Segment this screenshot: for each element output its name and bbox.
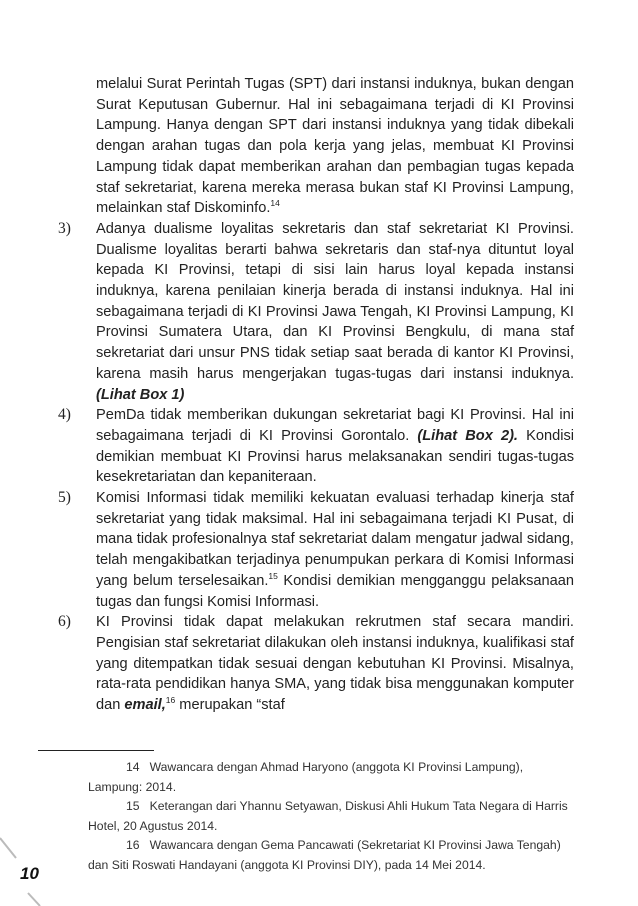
list-item [58,488,574,612]
item-text-after: merupakan “staf [175,697,285,714]
footnote-number: 16 [126,838,140,852]
footnote [88,836,574,875]
footnote-number: 15 [126,799,140,813]
list-number: 3) [58,219,71,237]
item-text-after: Kondisi demikian membuat KI Provinsi harus melaksanakan sendiri tugas-tugas kesekretariatan dan kepaniteraan. [96,427,574,486]
footnote-ref[interactable]: 15 [268,571,278,582]
list-item [58,612,574,716]
footnote-ref[interactable]: 14 [270,198,280,209]
item-text-after: Kondisi demikian mengganggu pelaksanaan tugas dan fungsi Komisi Informasi. [96,572,574,610]
item-text: Adanya dualisme loyalitas sekretaris dan staf sekretariat KI Provinsi. Dualisme loyalitas berarti bahwa sekretaris dan staf-nya dituntut loyal kepada KI Provinsi, tetapi di sisi lain harus loyal kepada instansi induknya, karena penilaian kinerja berada di instansi induknya. Hal ini sebagaimana terjadi di KI Provinsi Jawa Tengah, KI Provinsi Lampung, KI Provinsi Sumatera Utara, dan KI Provinsi Bengkulu, di mana staf sekretariat dari unsur PNS tidak setiap saat berada di kantor KI Provinsi, karena masih harus mengerjakan tugas-tugas dari instansi induknya. [96,220,574,382]
footnote-number: 14 [126,760,140,774]
footnote [88,758,574,797]
page-number: 10 [20,864,39,883]
footnote [88,797,574,836]
footnote-text: Keterangan dari Yhannu Setyawan, Diskusi Ahli Hukum Tata Negara di Harris Hotel, 20 Agustus 2014. [88,799,568,833]
box-reference: (Lihat Box 2). [417,427,518,444]
list-number: 4) [58,406,71,424]
footnotes [88,758,574,875]
emphasis-text: email, [124,697,166,714]
footnote-text: Wawancara dengan Ahmad Haryono (anggota KI Provinsi Lampung), Lampung: 2014. [88,760,524,794]
paragraph-text: melalui Surat Perintah Tugas (SPT) dari instansi induknya, bukan dengan Surat Keputusan Gubernur. Hal ini sebagaimana terjadi di KI Provinsi Lampung. Hanya dengan SPT dari instansi induknya yang tidak dibekali dengan arahan tugas dan pola kerja yang jelas, membuat KI Provinsi Lampung tidak dapat memberikan arahan dan pembagian tugas kepada staf sekretariat, karena mereka merasa bukan staf KI Provinsi Lampung, melainkan staf Diskominfo. [96,76,574,217]
item-text: PemDa tidak memberikan dukungan sekretariat bagi KI Provinsi. Hal ini sebagaimana terjadi di KI Provinsi Gorontalo. [96,407,574,444]
body-text [58,74,574,716]
continued-paragraph [96,74,574,219]
list-item [58,405,574,488]
footnote-ref[interactable]: 16 [165,695,176,706]
box-reference: (Lihat Box 1) [96,386,185,403]
list-item [58,219,574,405]
footnote-divider [38,750,154,751]
list-number: 6) [58,613,71,631]
item-text: Komisi Informasi tidak memiliki kekuatan evaluasi terhadap kinerja staf sekretariat yang tidak maksimal. Hal ini sebagaimana terjadi KI Pusat, di mana tidak profesionalnya staf sekretariat dalam mengatur jadwal sidang, telah mengakibatkan terjadinya penumpukan perkara di Komisi Informasi yang belum terselesaikan. [96,490,574,589]
list-number: 5) [58,489,71,507]
item-text: KI Provinsi tidak dapat melakukan rekrutmen staf secara mandiri. Pengisian staf sekretariat dilakukan oleh instansi induknya, kualifikasi staf yang ditempatkan tidak sesuai dengan kebutuhan KI Provinsi. Misalnya, rata-rata pendidikan hanya SMA, yang tidak bisa menggunakan komputer dan [96,614,574,714]
footnote-text: Wawancara dengan Gema Pancawati (Sekretariat KI Provinsi Jawa Tengah) dan Siti Roswati Handayani (anggota KI Provinsi DIY), pada 14 Mei 2014. [88,838,561,872]
